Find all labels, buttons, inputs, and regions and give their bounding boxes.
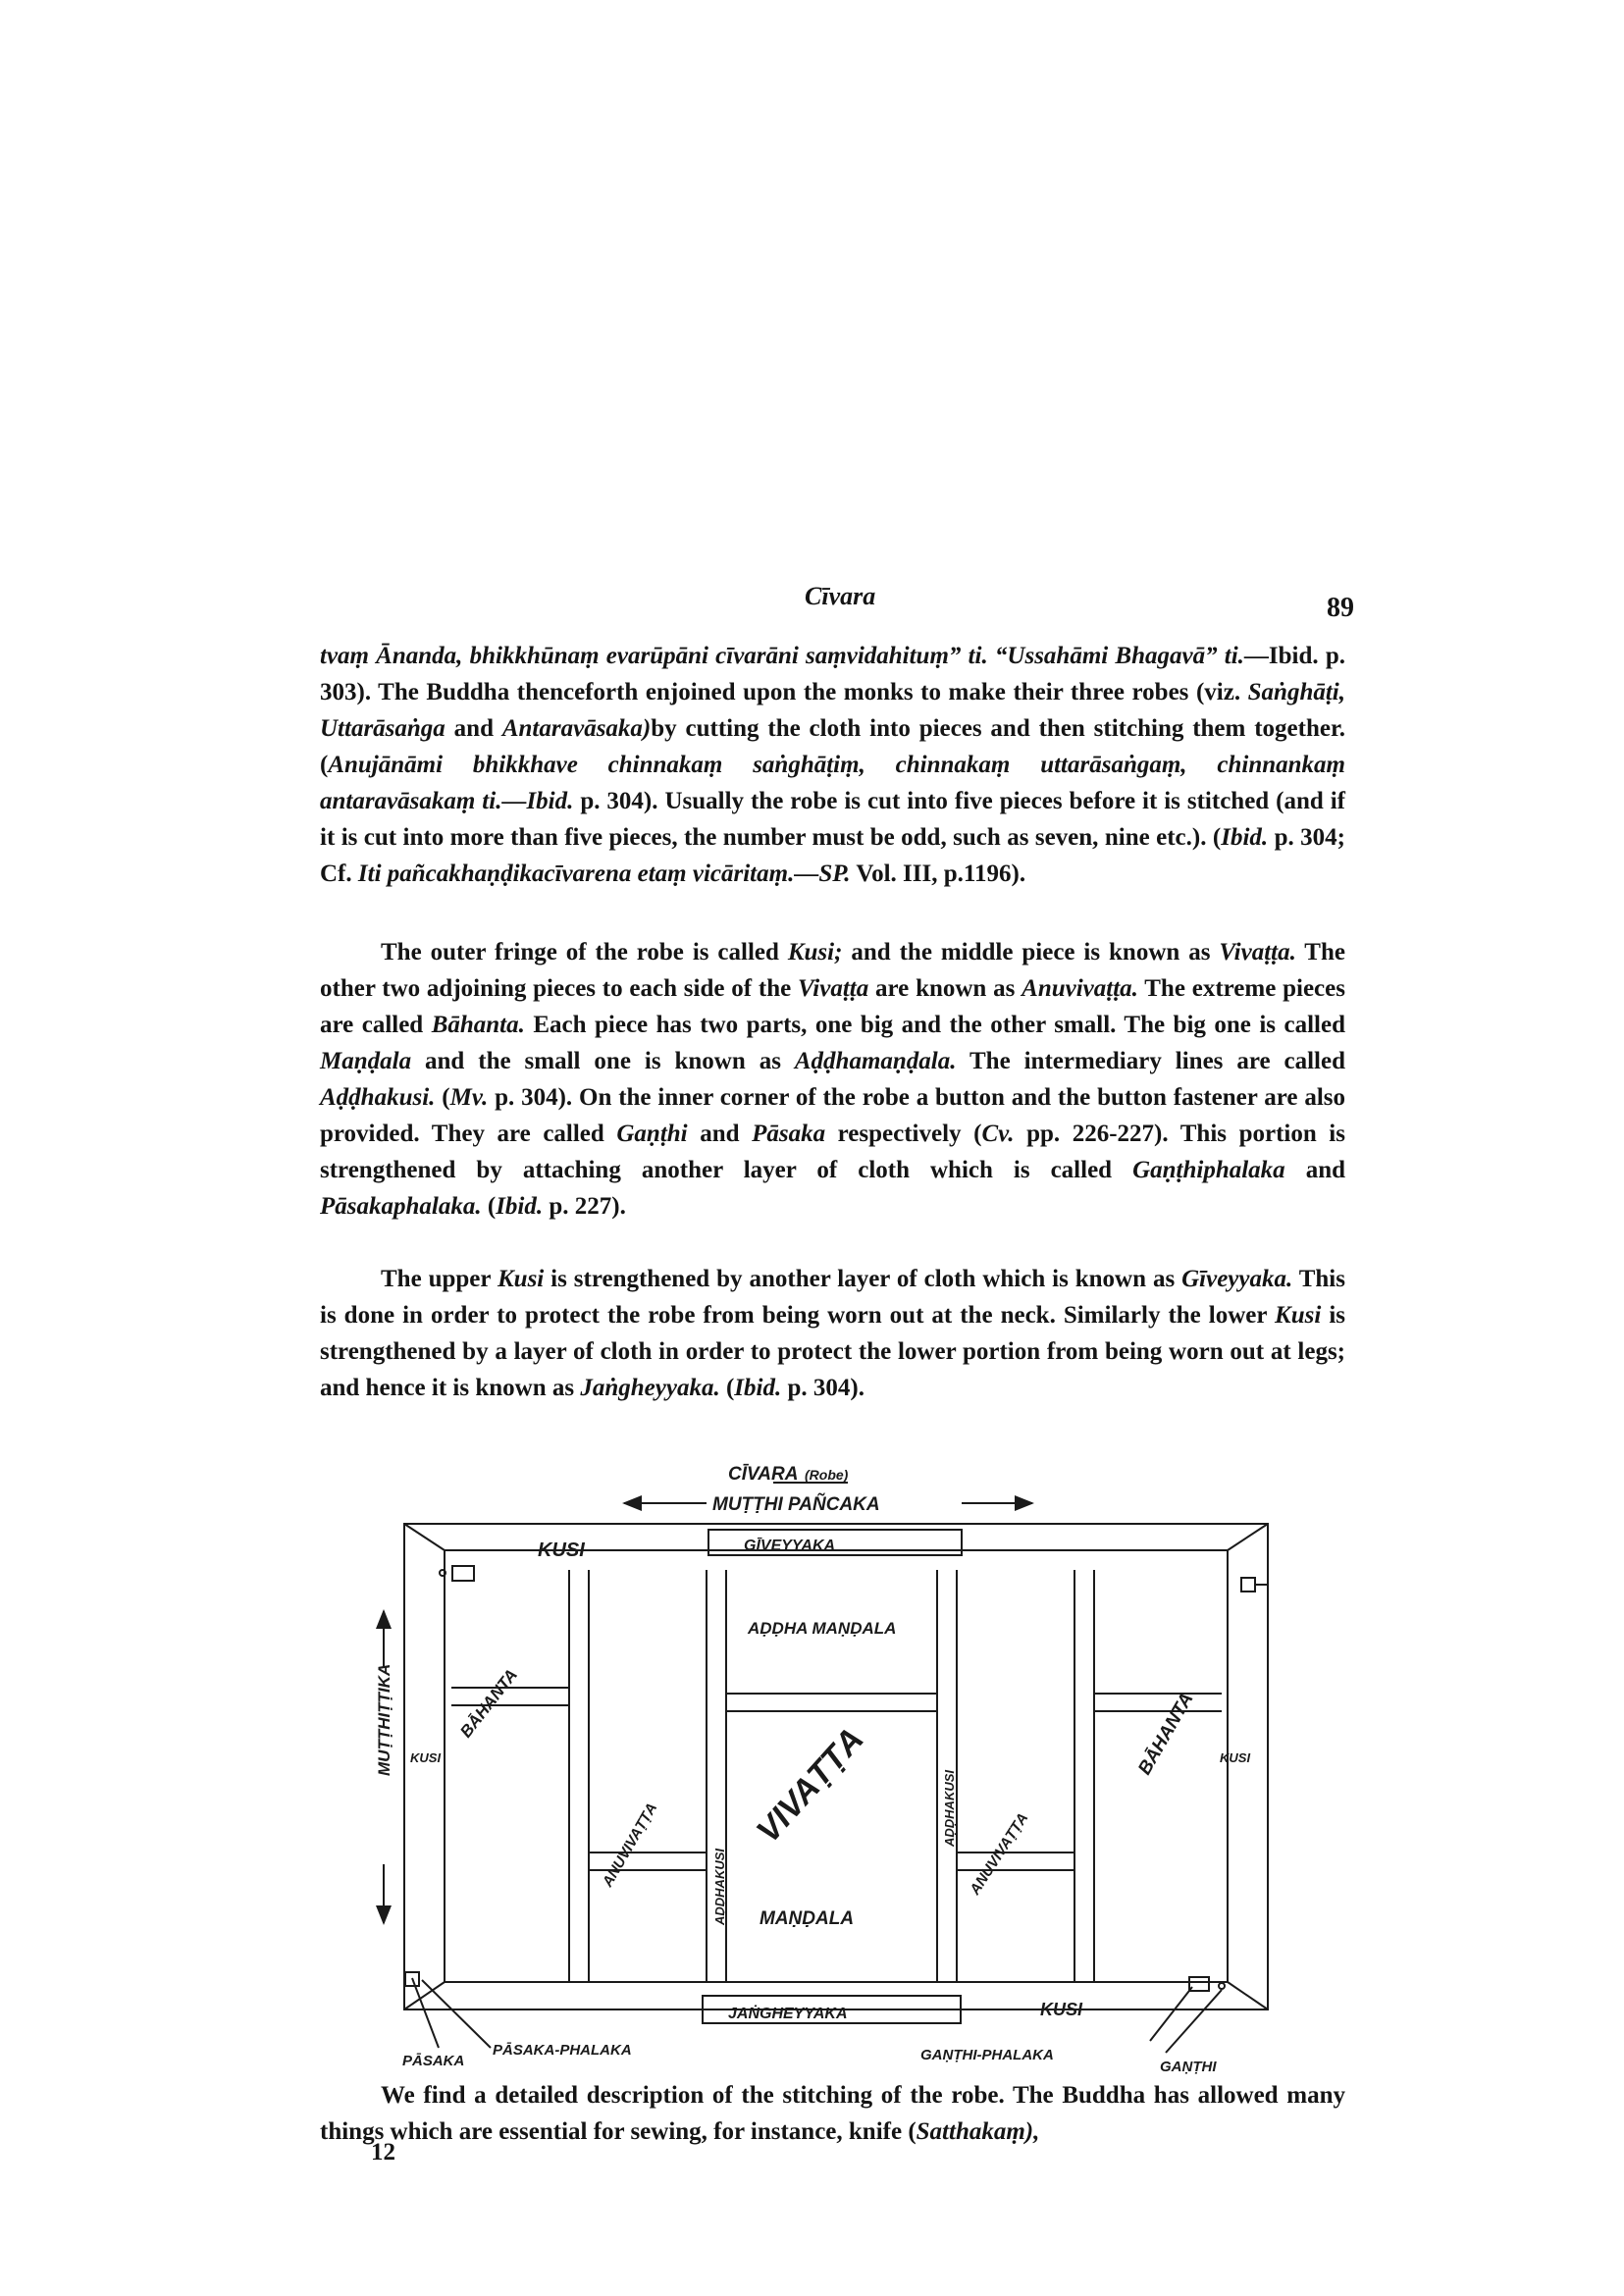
paragraph-3: The upper Kusi is strengthened by another layer of cloth which is known as Gīveyyaka. This is done in order to protect the robe from being worn out at the neck. Similarly the lower Kusi is strengthened by a layer of cloth in order to protect the lower portion from being worn out at legs; and hence it is known as Jaṅgheyyaka. (Ibid. p. 304). — [320, 1266, 1345, 1401]
corner-line-tl — [404, 1524, 445, 1550]
pasaka-phalaka-label: PĀSAKA-PHALAKA — [493, 2042, 632, 2059]
paragraph-1: tvaṃ Ānanda, bhikkhūnaṃ evarūpāni cīvarāni saṃvidahituṃ” ti. “Ussahāmi Bhagavā” ti.—Ibid. p. 303). The Buddha thenceforth enjoined upon the monks to make their three robes (viz. Saṅghāṭi, Uttarāsaṅga and Antaravāsaka)by cutting the cloth into pieces and then stitching them together. (Anujānāmi bhikkhave chinnakaṃ saṅghāṭiṃ, chinnakaṃ uttarāsaṅgaṃ, chinnankaṃ antaravāsakaṃ ti.—Ibid. p. 304). Usually the robe is cut into five pieces before it is stitched (and if it is cut into more than five pieces, the number must be odd, such as seven, nine etc.). (Ibid. p. 304; Cf. Iti pañcakhaṇḍikacīvarena etaṃ vicāritaṃ.—SP. Vol. III, p.1196). — [320, 643, 1346, 887]
giveyyaka-label: GĪVEYYAKA — [744, 1538, 836, 1554]
leader-pasaka-phalaka — [422, 1980, 491, 2048]
muttthi-pancaka-label: MUṬṬHI PAÑCAKA — [712, 1494, 880, 1515]
leader-pasaka — [412, 1978, 439, 2048]
diagram-title-sub: (Robe) — [805, 1467, 849, 1483]
ganthi-bottom-ring — [1219, 1983, 1225, 1989]
anuvivatta-right-label: ANUVIVAṬṬA — [967, 1809, 1032, 1899]
addhakusi-right-label: AḌḌHAKUSI — [942, 1770, 957, 1847]
paragraph-4: We find a detailed description of the stitching of the robe. The Buddha has allowed many things which are essential for sewing, for instance, knife (Satthakaṃ), — [320, 2082, 1345, 2145]
corner-line-bl — [404, 1982, 445, 2009]
vivatta-label: VIVAṬṬA — [749, 1720, 871, 1851]
kusi-right-label: KUSI — [1220, 1750, 1251, 1765]
anuvivatta-left-label: ANUVIVAṬṬA — [599, 1800, 661, 1890]
pasaka-label: PĀSAKA — [402, 2053, 465, 2069]
corner-line-br — [1228, 1982, 1268, 2009]
jangheyyaka-label: JAṄGHEYYAKA — [728, 2006, 848, 2022]
kusi-bottom-label: KUSI — [1040, 2000, 1083, 2019]
pasaka-top-ring — [440, 1570, 445, 1576]
running-title: Cīvara — [805, 582, 876, 610]
ganthi-top-box — [1241, 1578, 1255, 1592]
diagram-title: CĪVARA — [728, 1464, 799, 1485]
pasaka-bottom-box — [405, 1972, 419, 1986]
leader-ganthi — [1166, 1990, 1222, 2053]
bahanta-right-label: BĀHANTA — [1134, 1689, 1198, 1779]
robe-inner-frame — [445, 1550, 1228, 1982]
kusi-left-label: KUSI — [410, 1750, 442, 1765]
bahanta-left-label: BĀHANTA — [456, 1665, 522, 1742]
ganthi-bottom-box — [1189, 1977, 1209, 1991]
giveyyaka-box — [708, 1530, 962, 1555]
robe-outer-frame — [404, 1524, 1268, 2009]
kusi-top-label: KUSI — [538, 1539, 585, 1561]
ganthi-label: GAṆṬHI — [1160, 2059, 1217, 2075]
jangheyyaka-box — [703, 1996, 961, 2023]
paragraph-2: The outer fringe of the robe is called Kusi; and the middle piece is known as Vivaṭṭa. The other two adjoining pieces to each side of the Vivaṭṭa are known as Anuvivaṭṭa. The extreme pieces are called Bāhanta. Each piece has two parts, one big and the other small. The big one is called Maṇḍala and the small one is known as Aḍḍhamaṇḍala. The intermediary lines are called Aḍḍhakusi. (Mv. p. 304). On the inner corner of the robe a button and the button fastener are also provided. They are called Gaṇṭhi and Pāsaka respectively (Cv. pp. 226-227). This portion is strengthened by attaching another layer of cloth which is called Gaṇṭhiphalaka and Pāsakaphalaka. (Ibid. p. 227). — [320, 939, 1346, 1220]
pasaka-top-box — [452, 1566, 474, 1581]
ganthi-phalaka-label: GAṆṬHI-PHALAKA — [920, 2047, 1054, 2063]
corner-line-tr — [1228, 1524, 1268, 1550]
addhakusi-left-label: AḌḌHAKUSI — [712, 1849, 727, 1925]
page-number: 89 — [1327, 593, 1354, 623]
mandala-label: MAṆḌALA — [760, 1908, 855, 1929]
addha-mandala-label: AḌḌHA MAṆḌALA — [748, 1619, 897, 1638]
leader-ganthi-phalaka — [1150, 1987, 1192, 2041]
folio-number: 12 — [371, 2139, 395, 2166]
mutthittika-label: MUṬṬHIṬṬIKA — [375, 1663, 393, 1776]
